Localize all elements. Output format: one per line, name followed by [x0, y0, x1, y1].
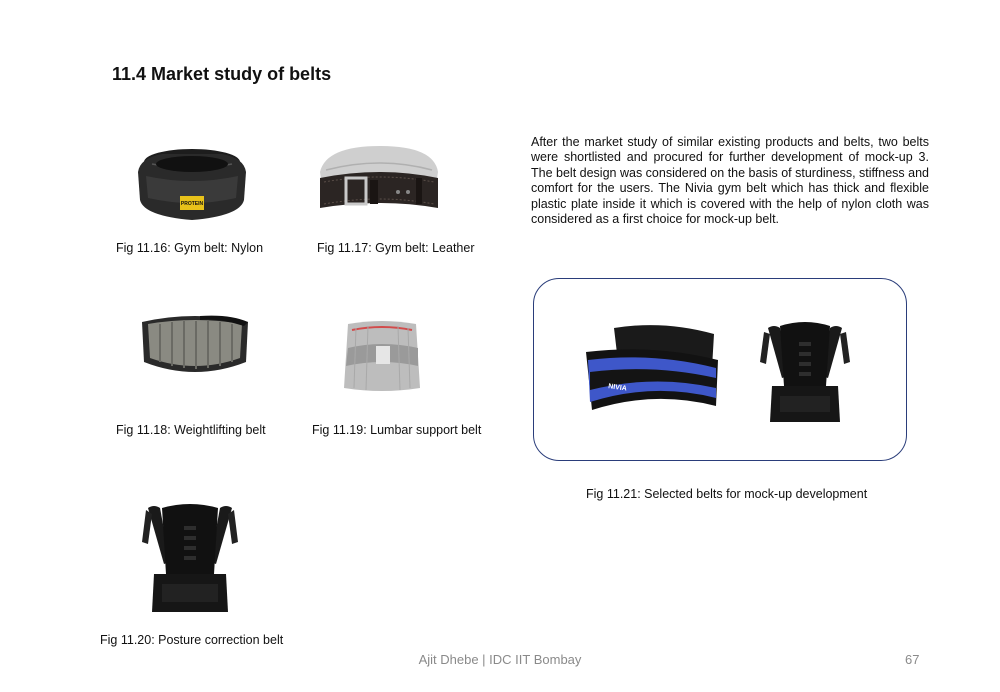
section-title: 11.4 Market study of belts: [112, 64, 332, 84]
leather-gym-belt-image: [316, 142, 442, 222]
fig-11-19-caption: Fig 11.19: Lumbar support belt: [312, 423, 482, 437]
footer-author: Ajit Dhebe | IDC IIT Bombay: [418, 652, 582, 667]
nylon-gym-belt-image: [132, 142, 252, 227]
fig-11-16-caption: Fig 11.16: Gym belt: Nylon: [116, 241, 264, 255]
belt-badge-text: PROTEIN: [180, 201, 204, 207]
fig-11-21-caption: Fig 11.21: Selected belts for mock-up development: [586, 487, 868, 501]
body-paragraph: After the market study of similar existing products and belts, two belts were shortlisted and procured for further development of mock-up 3. The belt design was considered on the basis of sturdiness, stiffness and comfort for the users. The Nivia gym belt which has thick and flexible plastic plate inside it which is covered with the help of nylon cloth was considered as a first choice for mock-up belt.: [531, 135, 929, 227]
lumbar-support-belt-image: [342, 318, 422, 394]
selected-posture-belt-image: [758, 320, 852, 424]
fig-11-18-caption: Fig 11.18: Weightlifting belt: [116, 423, 266, 437]
weightlifting-belt-image: [140, 312, 250, 378]
fig-11-17-caption: Fig 11.17: Gym belt: Leather: [317, 241, 475, 255]
posture-correction-belt-image: [140, 502, 240, 614]
page-number: 67: [905, 652, 920, 667]
fig-11-20-caption: Fig 11.20: Posture correction belt: [100, 633, 284, 647]
nivia-gym-belt-image: [584, 320, 722, 424]
nivia-brand-text: NIVIA: [607, 383, 628, 393]
